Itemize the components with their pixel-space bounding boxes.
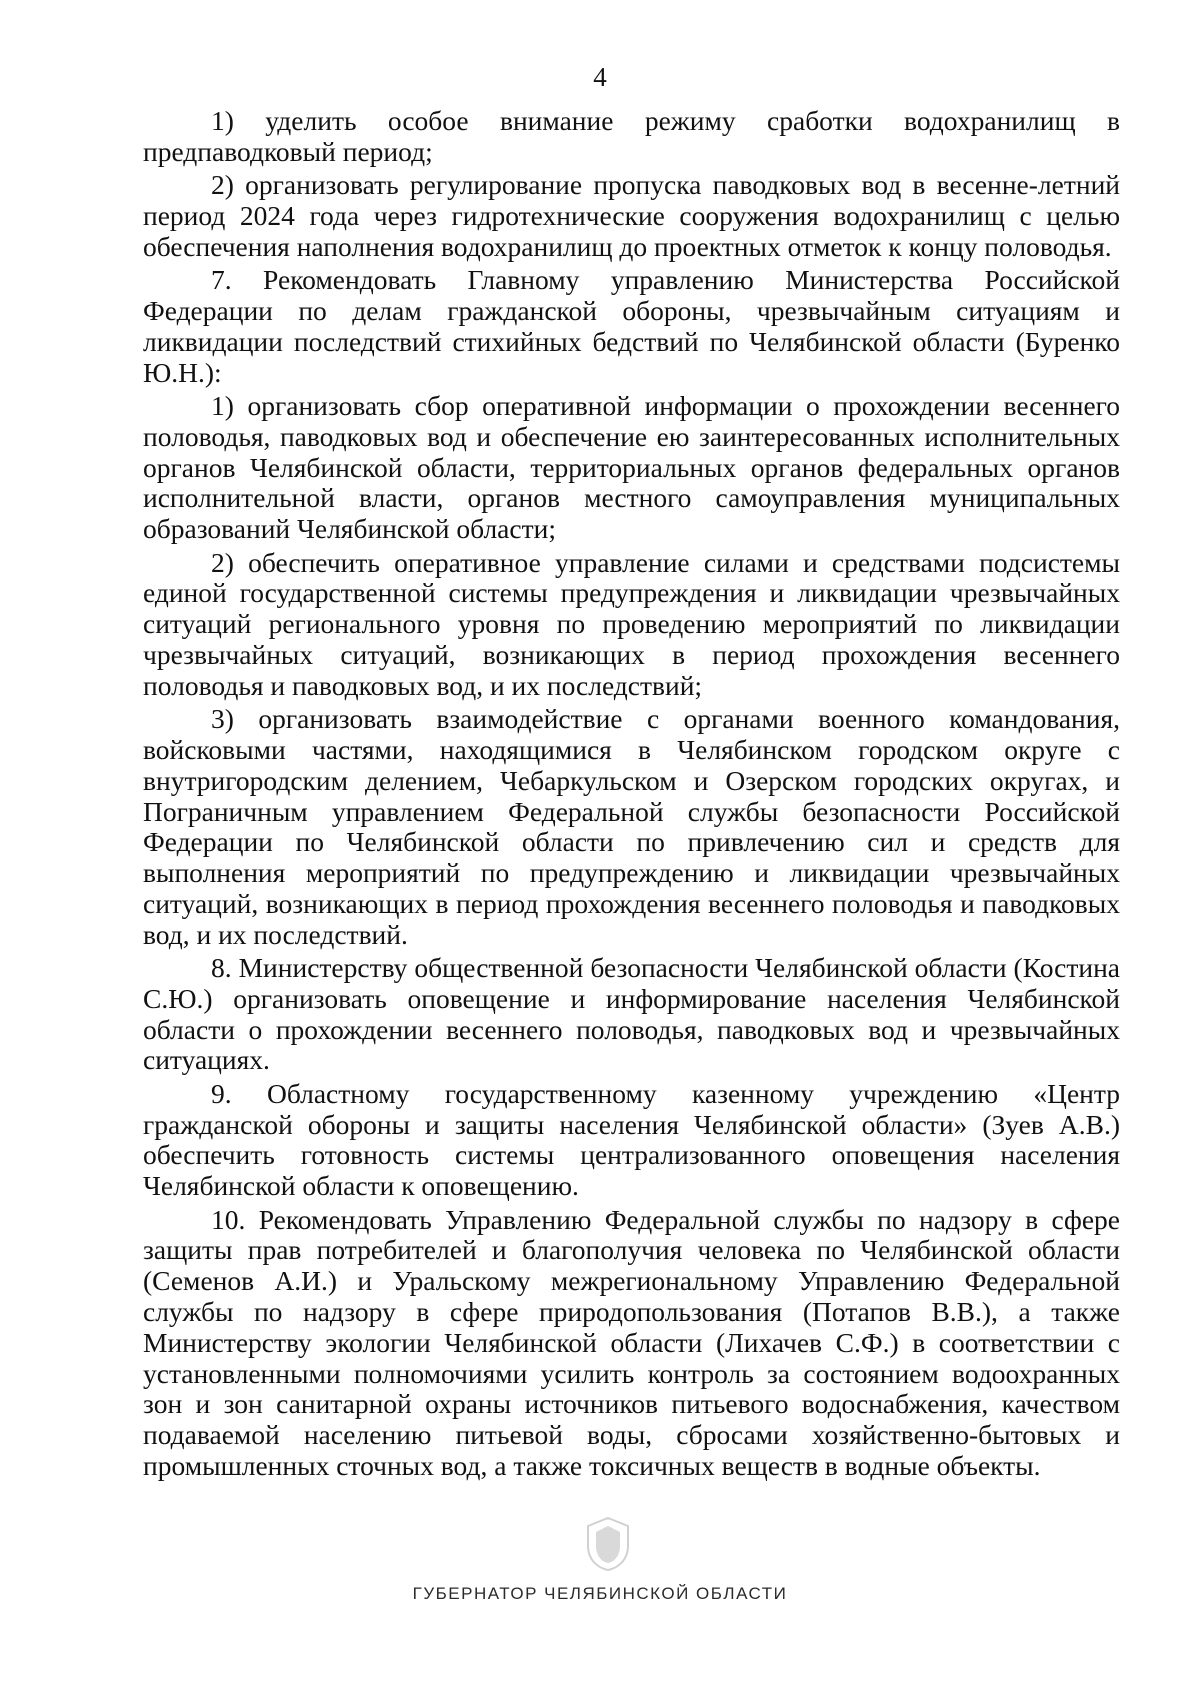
paragraph-7-2: 2) обеспечить оперативное управление силами и средствами подсистемы единой государственной системы предупреждения и ликвидации чрезвычайных ситуаций регионального уровня по проведению мероприятий по ликвидации чрезвычайных ситуаций, возникающих в период прохождения весеннего половодья и паводковых вод, и их последствий; (143, 546, 1120, 701)
paragraph-7-3: 3) организовать взаимодействие с органами военного командования, войсковыми частями, находящимися в Челябинском городском округе с внутригородским делением, Чебаркульском и Озерском городских округах, и Пограничным управлением Федеральной службы безопасности Российской Федерации по Челябинской области по привлечению сил и средств для выполнения мероприятий по предупреждению и ликвидации чрезвычайных ситуаций, возникающих в период прохождения весеннего половодья и паводковых вод, и их последствий. (143, 703, 1120, 950)
document-body (143, 106, 1120, 1484)
paragraph-8: 8. Министерству общественной безопасности Челябинской области (Костина С.Ю.) организовать оповещение и информирование населения Челябинской области о прохождении весеннего половодья, паводковых вод и чрезвычайных ситуациях. (143, 952, 1120, 1076)
footer-title: ГУБЕРНАТОР ЧЕЛЯБИНСКОЙ ОБЛАСТИ (412, 1584, 788, 1603)
paragraph-6-2: 2) организовать регулирование пропуска паводковых вод в весенне-летний период 2024 года через гидротехнические сооружения водохранилищ с целью обеспечения наполнения водохранилищ до проектных отметок к концу половодья. (143, 169, 1120, 262)
paragraph-7-1: 1) организовать сбор оперативной информации о прохождении весеннего половодья, паводковых вод и обеспечение ею заинтересованных исполнительных органов Челябинской области, территориальных органов федеральных органов исполнительной власти, органов местного самоуправления муниципальных образований Челябинской области; (143, 389, 1120, 545)
paragraph-6-1: 1) уделить особое внимание режиму сработки водохранилищ в предпаводковый период; (143, 105, 1120, 167)
paragraph-9: 9. Областному государственному казенному учреждению «Центр гражданской обороны и защиты населения Челябинской области» (Зуев А.В.) обеспечить готовность системы централизованного оповещения населения Челябинской области к оповещению. (143, 1077, 1120, 1202)
paragraph-7: 7. Рекомендовать Главному управлению Министерства Российской Федерации по делам гражданской обороны, чрезвычайным ситуациям и ликвидации последствий стихийных бедствий по Челябинской области (Буренко Ю.Н.): (143, 264, 1120, 388)
paragraph-10: 10. Рекомендовать Управлению Федеральной службы по надзору в сфере защиты прав потребителей и благополучия человека по Челябинской области (Семенов А.И.) и Уральскому межрегиональному Управлению Федеральной службы по надзору в сфере природопользования (Потапов В.В.), а также Министерству экологии Челябинской области (Лихачев С.Ф.) в соответствии с установленными полномочиями усилить контроль за состоянием водоохранных зон и зон санитарной охраны источников питьевого водоснабжения, качеством подаваемой населению питьевой воды, сбросами хозяйственно-бытовых и промышленных сточных вод, а также токсичных веществ в водные объекты. (143, 1203, 1120, 1482)
page-number: 4 (593, 62, 607, 92)
coat-of-arms-watermark-icon (584, 1516, 632, 1572)
